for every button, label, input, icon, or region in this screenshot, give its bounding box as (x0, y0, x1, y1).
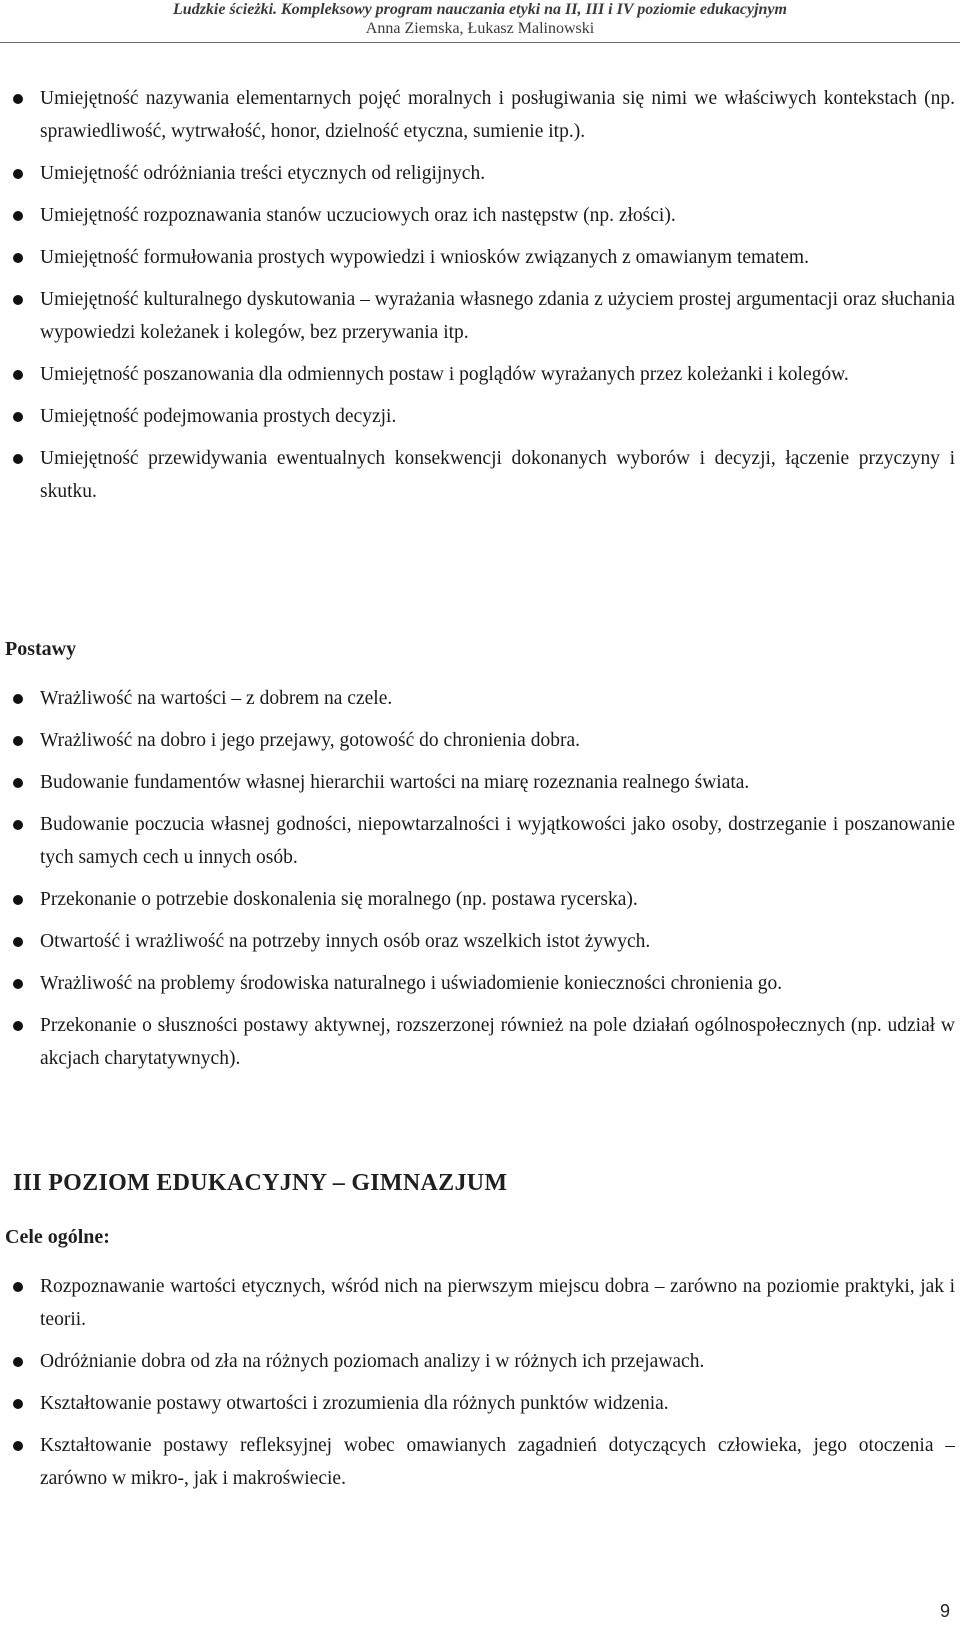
bullet-icon (13, 370, 23, 380)
bullet-icon (13, 253, 23, 263)
list-item: Wrażliwość na problemy środowiska naturalnego i uświadomienie konieczności chronienia go. (10, 967, 955, 1000)
attitudes-heading: Postawy (5, 638, 77, 660)
list-item: Umiejętność poszanowania dla odmiennych postaw i poglądów wyrażanych przez koleżanki i kolegów. (10, 358, 955, 391)
header-title: Ludzkie ścieżki. Kompleksowy program nauczania etyki na II, III i IV poziomie edukacyjnym (173, 1, 787, 18)
bullet-icon (13, 778, 23, 788)
list-item: Umiejętność rozpoznawania stanów uczuciowych oraz ich następstw (np. złości). (10, 199, 955, 232)
bullet-icon (13, 1282, 23, 1292)
list-item: Kształtowanie postawy refleksyjnej wobec omawianych zagadnień dotyczących człowieka, jego otoczenia – zarówno w mikro-, jak i makroświecie. (10, 1429, 955, 1495)
list-item: Przekonanie o potrzebie doskonalenia się moralnego (np. postawa rycerska). (10, 883, 955, 916)
bullet-icon (13, 1357, 23, 1367)
list-item: Otwartość i wrażliwość na potrzeby innych osób oraz wszelkich istot żywych. (10, 925, 955, 958)
list-item: Budowanie fundamentów własnej hierarchii wartości na miarę rozeznania realnego świata. (10, 766, 955, 799)
list-item: Wrażliwość na wartości – z dobrem na czele. (10, 682, 955, 715)
attitudes-list (10, 682, 955, 1075)
list-item: Odróżnianie dobra od zła na różnych poziomach analizy i w różnych ich przejawach. (10, 1345, 955, 1378)
goals-list (10, 1270, 955, 1495)
skills-list (10, 82, 955, 508)
list-item: Rozpoznawanie wartości etycznych, wśród nich na pierwszym miejscu dobra – zarówno na poziomie praktyki, jak i teorii. (10, 1270, 955, 1336)
list-item: Umiejętność kulturalnego dyskutowania – wyrażania własnego zdania z użyciem prostej argumentacji oraz słuchania wypowiedzi koleżanek i kolegów, bez przerywania itp. (10, 283, 955, 349)
bullet-icon (13, 169, 23, 179)
bullet-icon (13, 412, 23, 422)
list-item: Umiejętność nazywania elementarnych pojęć moralnych i posługiwania się nimi we właściwych kontekstach (np. sprawiedliwość, wytrwałość, honor, dzielność etyczna, sumienie itp.). (10, 82, 955, 148)
bullet-icon (13, 820, 23, 830)
level-heading: III POZIOM EDUKACYJNY – GIMNAZJUM (13, 1170, 508, 1196)
page-number: 9 (939, 1601, 950, 1621)
bullet-icon (13, 736, 23, 746)
list-item: Umiejętność podejmowania prostych decyzji. (10, 400, 955, 433)
bullet-icon (13, 937, 23, 947)
list-item: Umiejętność przewidywania ewentualnych konsekwencji dokonanych wyborów i decyzji, łączenie przyczyny i skutku. (10, 442, 955, 508)
list-item: Umiejętność formułowania prostych wypowiedzi i wniosków związanych z omawianym tematem. (10, 241, 955, 274)
list-item: Umiejętność odróżniania treści etycznych od religijnych. (10, 157, 955, 190)
goals-heading: Cele ogólne: (5, 1226, 110, 1248)
bullet-icon (13, 94, 23, 104)
header-authors: Anna Ziemska, Łukasz Malinowski (365, 20, 595, 37)
bullet-icon (13, 211, 23, 221)
bullet-icon (13, 1399, 23, 1409)
bullet-icon (13, 979, 23, 989)
bullet-icon (13, 1021, 23, 1031)
list-item: Budowanie poczucia własnej godności, niepowtarzalności i wyjątkowości jako osoby, dostrzeganie i poszanowanie tych samych cech u innych osób. (10, 808, 955, 874)
bullet-icon (13, 454, 23, 464)
bullet-icon (13, 295, 23, 305)
bullet-icon (13, 694, 23, 704)
running-header (0, 0, 960, 43)
list-item: Wrażliwość na dobro i jego przejawy, gotowość do chronienia dobra. (10, 724, 955, 757)
bullet-icon (13, 895, 23, 905)
list-item: Kształtowanie postawy otwartości i zrozumienia dla różnych punktów widzenia. (10, 1387, 955, 1420)
list-item: Przekonanie o słuszności postawy aktywnej, rozszerzonej również na pole działań ogólnospołecznych (np. udział w akcjach charytatywnych). (10, 1009, 955, 1075)
bullet-icon (13, 1441, 23, 1451)
